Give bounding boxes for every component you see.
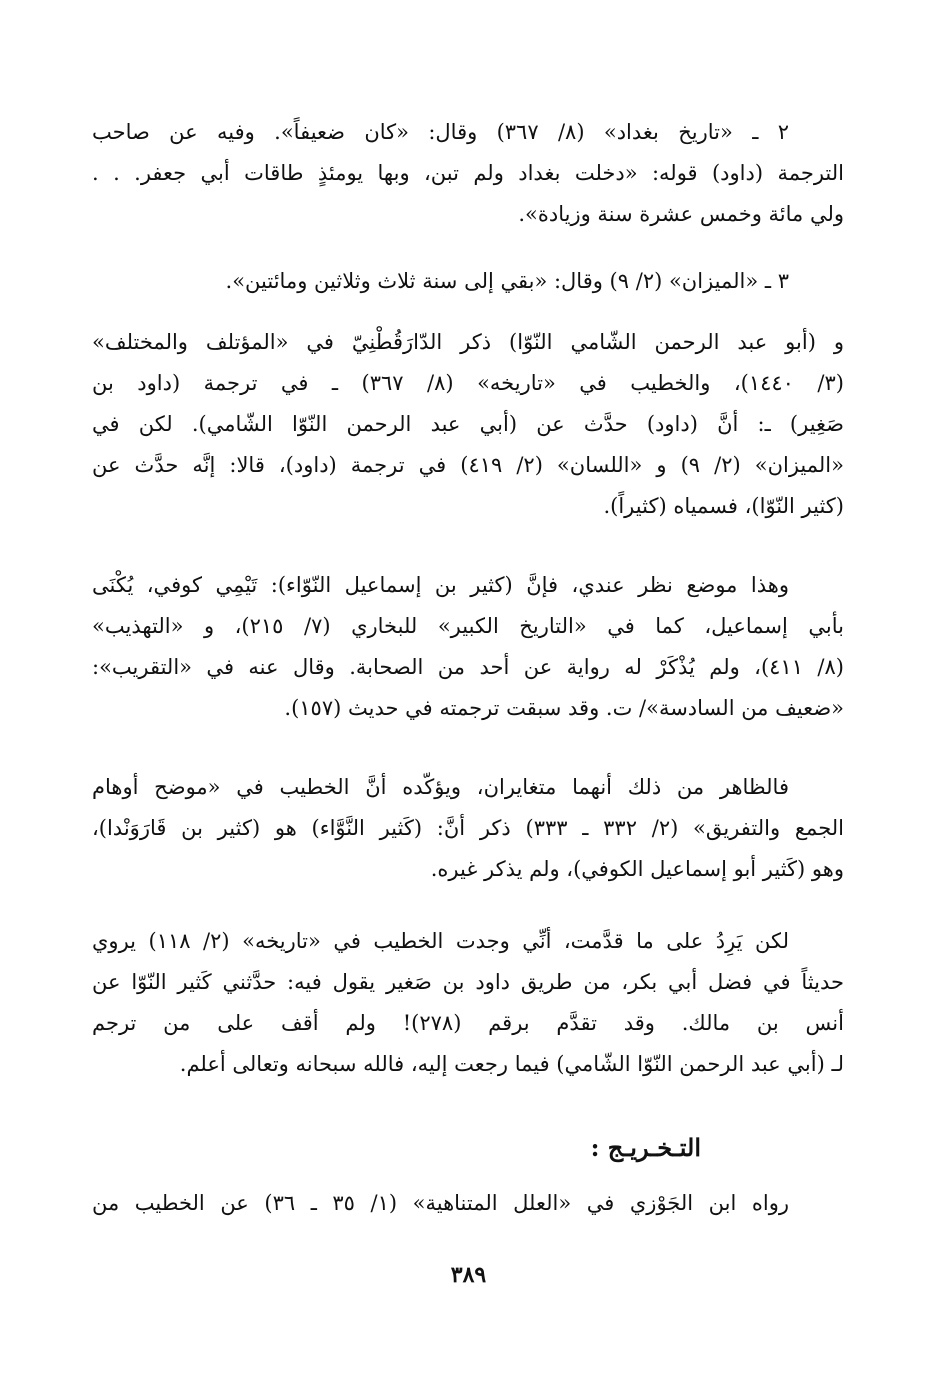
text-line: الجمع والتفريق» (٢/ ٣٣٢ ـ ٣٣٣) ذكر أنَّ: (كَثير النَّوَّاء) هو (كثير بن قَارَوَنْدا)، <box>92 816 844 840</box>
paragraph-kathir-discussion <box>92 565 844 729</box>
text-line: ولي مائة وخمس عشرة سنة وزيادة». <box>518 202 844 226</box>
text-line: بأبي إسماعيل، كما في «التاريخ الكبير» للبخاري (٧/ ٢١٥)، و «التهذيب» <box>92 614 844 638</box>
text-line: الترجمة (داود) قوله: «دخلت بغداد ولم تبن، وبها يومئذٍ طاقات أبي جعفر. . . <box>92 161 844 185</box>
text-line: وهو (كَثير أبو إسماعيل الكوفي)، ولم يذكر غيره. <box>430 857 844 881</box>
text-line: لكن يَرِدُ على ما قدَّمت، أنِّي وجدت الخطيب في «تاريخه» (٢/ ١١٨) يروي <box>92 929 789 953</box>
text-line: رواه ابن الجَوْزي في «العلل المتناهية» (١/ ٣٥ ـ ٣٦) عن الخطيب من <box>92 1191 789 1215</box>
text-line: لـ (أبي عبد الرحمن النّوّا الشّامي) فيما رجعت إليه، فالله سبحانه وتعالى أعلم. <box>179 1052 844 1076</box>
paragraph-abu-abdulrahman <box>92 322 844 527</box>
text-line: صَغِير) ـ: أنَّ (داود) حدَّث عن (أبي عبد الرحمن النّوّا الشّامي). لكن في <box>92 412 844 436</box>
text-line: ٣ ـ «الميزان» (٢/ ٩) وقال: «بقي إلى سنة ثلاث وثلاثين ومائتين». <box>225 269 789 293</box>
paragraph-takhrij <box>92 1183 844 1224</box>
text-line: ٢ ـ «تاريخ بغداد» (٨/ ٣٦٧) وقال: «كان ضعيفاً». وفيه عن صاحب <box>92 120 789 144</box>
text-line: (٣/ ١٤٤٠)، والخطيب في «تاريخه» (٨/ ٣٦٧) ـ في ترجمة (داود بن <box>92 371 844 395</box>
text-line: (٨/ ٤١١)، ولم يُذْكَرْ له رواية عن أحد من الصحابة. وقال عنه في «التقريب»: <box>92 655 844 679</box>
paragraph-conclusion <box>92 767 844 890</box>
text-line: (كثير النّوّا)، فسمياه (كثيراً). <box>603 494 844 518</box>
paragraph-item-3 <box>92 261 844 302</box>
text-line: حديثاً في فضل أبي بكر، من طريق داود بن صَغير يقول فيه: حدَّثني كَثير النّوّا عن <box>92 970 844 994</box>
section-heading-takhrij: التـخـريـج : <box>590 1133 701 1162</box>
page-number: ٣٨٩ <box>450 1262 487 1288</box>
text-line: أنس بن مالك. وقد تقدَّم برقم (٢٧٨)! ولم أقف على من ترجم <box>92 1011 844 1035</box>
text-line: «ضعيف من السادسة»/ ت. وقد سبقت ترجمته في حديث (١٥٧). <box>284 696 844 720</box>
text-line: «الميزان» (٢/ ٩) و «اللسان» (٢/ ٤١٩) في ترجمة (داود)، قالا: إنَّه حدَّث عن <box>92 453 844 477</box>
text-line: وهذا موضع نظر عندي، فإنَّ (كثير بن إسماعيل النّوّاء): تَيْمِي كوفي، يُكْنَى <box>92 573 789 597</box>
paragraph-item-2 <box>92 112 844 235</box>
text-line: و (أبو عبد الرحمن الشّامي النّوّا) ذكر الدّارَقُطْنِيّ في «المؤتلف والمختلف» <box>92 330 844 354</box>
paragraph-objection <box>92 921 844 1085</box>
text-line: فالظاهر من ذلك أنهما متغايران، ويؤكّده أنَّ الخطيب في «موضح أوهام <box>92 775 789 799</box>
